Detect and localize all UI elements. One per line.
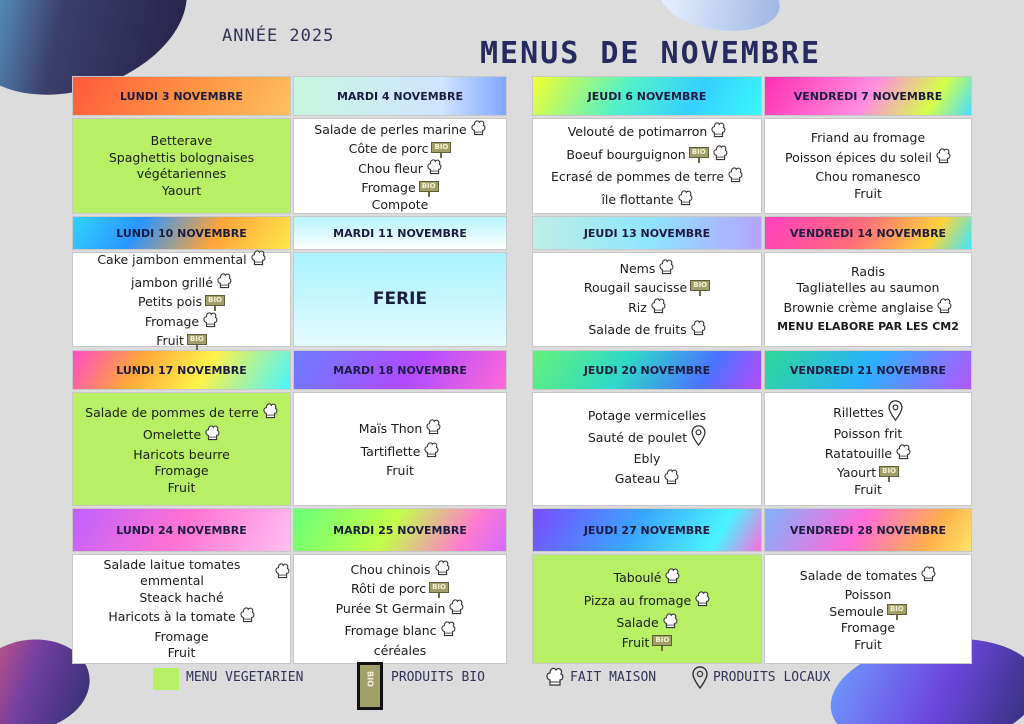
menu-item [168,480,196,497]
menu-item [361,441,440,464]
chef-hat-icon [203,311,218,334]
day-menu [532,392,762,506]
bio-label-icon [887,604,907,620]
menu-item-text: Radis [851,263,885,279]
menu-item-text: Steack haché [139,589,224,605]
chef-hat-icon [937,297,952,320]
menu-item [616,612,677,635]
bio-label-text: BIO [652,635,672,646]
menu-item-text: Yaourt [161,182,202,198]
menu-item [344,620,455,643]
menu-item [837,465,899,482]
menu-item-text: Tagliatelles au saumon [796,280,940,295]
legend-local-label: PRODUITS LOCAUX [713,670,831,685]
menu-item [829,604,906,621]
menu-item-text: Fromage [154,463,209,479]
menu-item-text: Purée St Germain [335,600,446,616]
menu-item-text: végétariennes [136,166,227,181]
day-header: LUNDI 17 NOVEMBRE [72,350,291,390]
menu-item-text: île flottante [601,191,674,207]
menu-item [143,424,220,447]
menu-item [845,587,892,604]
menu-item [359,418,442,441]
menu-item-text: Yaourt [836,465,877,481]
chef-hat-icon [424,441,439,464]
menu-item-text: Rougail saucisse [583,280,688,295]
menu-item [834,426,903,443]
menu-item-text: Rôti de porc [351,581,427,597]
menu-item-text: Salade laitue tomates emmental [103,556,241,588]
menu-item [825,443,911,466]
bio-label-icon [652,635,672,651]
menu-item-text: Cake jambon emmental [97,252,247,268]
day-menu [764,554,972,664]
bio-label-text: BIO [879,466,899,477]
menu-item [73,557,290,590]
menu-item [634,451,661,468]
menu-item-text: Salade de perles marine [314,121,467,137]
day-menu [293,392,507,506]
bio-label-text: BIO [690,280,710,291]
menu-item-text: Brownie crème anglaise [783,299,934,315]
chef-hat-icon [449,598,464,621]
menu-item-text: Gateau [614,470,661,486]
menu-item-text: Fromage [154,628,209,644]
menu-item [785,147,951,170]
day-header: VENDREDI 28 NOVEMBRE [764,508,972,552]
day-menu [293,554,507,664]
bio-label-text: BIO [205,295,225,306]
menu-item-text: Chou romanesco [815,169,921,184]
chef-hat-icon [217,272,232,295]
chef-hat-icon [896,443,911,466]
menu-item-text: Fruit [854,636,882,652]
menu-item [168,645,196,662]
bio-label-text: BIO [887,604,907,615]
menu-item [841,620,895,637]
menu-item [145,311,218,334]
menu-item [854,482,882,499]
chef-hat-icon [441,620,456,643]
menu-item [811,130,925,147]
menu-item-text: Fromage [361,180,416,196]
day-header: LUNDI 10 NOVEMBRE [72,216,291,250]
menu-item [109,150,254,167]
menu-item-text: Côte de porc [348,141,429,157]
menu-item [588,319,705,342]
menu-item [361,180,438,197]
menu-item-text: Fruit [386,463,414,479]
day-menu [293,252,507,347]
menu-item [566,144,727,167]
menu-item-text: Velouté de potimarron [567,124,708,139]
day-menu [72,118,291,214]
day-menu [293,118,507,214]
menu-item-text: Fromage [144,313,200,329]
legend-vegetarian-label: MENU VEGETARIEN [186,670,304,685]
menu-item-text: Ecrasé de pommes de terre [550,169,725,184]
location-pin-icon [888,400,903,427]
bio-label-icon [879,466,899,482]
chef-hat-icon [665,567,680,590]
day-header: LUNDI 24 NOVEMBRE [72,508,291,552]
location-pin-icon [692,666,708,694]
menu-item [137,166,227,183]
menu-item [784,297,953,320]
day-menu [764,252,972,347]
chef-hat-icon [251,249,266,272]
menu-item [386,463,414,480]
day-header: VENDREDI 21 NOVEMBRE [764,350,972,390]
menu-item [156,333,207,350]
menu-item-text: Spaghettis bolognaises [108,149,255,165]
bio-label-icon [429,582,449,598]
menu-item [374,643,426,660]
menu-item [628,297,666,320]
chef-hat-icon [275,562,290,585]
menu-item-text: Chou fleur [358,160,423,176]
day-header: MARDI 11 NOVEMBRE [293,216,507,250]
menu-item [800,565,936,588]
menu-item-text: Semoule [829,603,884,619]
menu-item-text: Maïs Thon [358,421,423,437]
menu-item [584,280,710,297]
menu-item [372,197,429,214]
chef-hat-icon [936,147,951,170]
holiday-label: FERIE [372,289,428,310]
menu-item-text: Fruit [156,333,184,349]
menu-item-text: Petits pois [137,294,203,310]
menu-item [854,186,882,203]
menu-item [139,590,223,607]
day-header: MARDI 25 NOVEMBRE [293,508,507,552]
day-menu [72,554,291,664]
day-header: MARDI 18 NOVEMBRE [293,350,507,390]
menu-item [797,280,940,297]
menu-item-text: Rillettes [833,404,884,420]
location-pin-icon [691,425,706,452]
bio-label-icon [689,147,709,163]
day-header: VENDREDI 14 NOVEMBRE [764,216,972,250]
menu-item [349,141,452,158]
day-header: JEUDI 6 NOVEMBRE [532,76,762,116]
menu-item [85,402,278,425]
menu-item-text: Salade [616,615,659,630]
menu-item [815,169,920,186]
menu-item [568,121,727,144]
menu-item [588,425,706,452]
menu-item-text: Fruit [167,479,196,495]
menu-item-text: MENU ELABORE PAR LES CM2 [777,320,959,333]
chef-hat-icon [728,166,743,189]
day-menu [764,118,972,214]
menu-item [108,606,254,629]
chef-hat-icon [921,565,936,588]
menu-item-text: Boeuf bourguignon [566,146,686,162]
legend-bio-label: PRODUITS BIO [391,670,485,685]
menu-item [601,189,692,212]
bio-label-icon [205,295,225,311]
page-title: MENUS DE NOVEMBRE [480,36,822,71]
menu-item-text: Haricots à la tomate [108,609,236,624]
menu-item [154,463,208,480]
chef-hat-icon [471,119,486,142]
chef-hat-icon [263,402,278,425]
menu-item-text: Ebly [633,451,661,466]
day-menu [764,392,972,506]
chef-hat-icon [678,189,693,212]
menu-item [614,567,681,590]
menu-item-text: Poisson épices du soleil [784,149,933,165]
menu-item-text: Fruit [854,481,882,497]
menu-item-text: Fruit [621,634,650,650]
menu-item-text: Haricots beurre [133,446,230,462]
menu-item [336,598,465,621]
chef-hat-icon [695,590,710,613]
year-label: ANNÉE 2025 [222,26,335,46]
day-header: MARDI 4 NOVEMBRE [293,76,507,116]
day-menu [532,118,762,214]
menu-item-text: Salade de fruits [588,322,687,337]
chef-hat-icon [651,297,666,320]
day-menu [532,554,762,664]
chef-hat-icon [205,424,220,447]
menu-item-text: Sauté de poulet [587,429,688,445]
menu-item-text: Taboulé [613,570,662,585]
menu-item [584,590,710,613]
bio-label-text: BIO [429,582,449,593]
chef-hat-icon [546,666,564,694]
menu-item [854,637,882,654]
menu-item-text: Pizza au fromage [583,592,692,608]
bio-label-icon [431,142,451,158]
bio-label-text: BIO [187,334,207,345]
chef-hat-icon [711,121,726,144]
menu-item-text: Fromage blanc [344,623,437,639]
menu-item-text: Betterave [150,133,213,148]
menu-item [314,119,485,142]
day-header: JEUDI 13 NOVEMBRE [532,216,762,250]
day-menu [72,392,291,506]
chef-hat-icon [427,158,442,181]
menu-item [154,629,208,646]
menu-item [851,264,885,281]
menu-item-text: Fromage [840,620,896,636]
day-header: JEUDI 20 NOVEMBRE [532,350,762,390]
menu-item-text: Nems [619,260,656,276]
menu-item-text: Fruit [854,185,882,201]
day-header: VENDREDI 7 NOVEMBRE [764,76,972,116]
bio-label-text: BIO [419,181,439,192]
menu-item [777,319,959,336]
bio-label-icon [690,280,710,296]
menu-item [615,468,680,491]
menu-item [97,249,265,272]
menu-item-text: Friand au fromage [810,130,926,145]
menu-item-text: jambon grillé [131,274,213,290]
menu-item [622,635,673,652]
menu-item-text: Poisson frit [833,426,903,442]
menu-item-text: Ratatouille [824,445,893,461]
chef-hat-icon [240,606,255,629]
bio-label-icon [187,334,207,350]
chef-hat-icon [659,258,674,281]
menu-item [358,158,442,181]
day-header: LUNDI 3 NOVEMBRE [72,76,291,116]
menu-item-text: Tartiflette [360,443,421,459]
menu-item [588,408,706,425]
menu-item-text: Salade de tomates [799,567,918,583]
bio-label-icon [419,181,439,197]
legend-vegetarian-swatch [153,668,179,690]
menu-item-text: Compote [371,196,429,212]
menu-item-text: Riz [628,299,647,315]
menu-item [131,272,232,295]
decorative-disc-top-right [656,0,783,38]
menu-item [620,258,675,281]
legend-bio-badge-text: BIO [365,671,375,687]
chef-hat-icon [426,418,441,441]
chef-hat-icon [691,319,706,342]
menu-item-text: Poisson [844,587,892,603]
bio-label-text: BIO [689,147,709,158]
chef-hat-icon [663,612,678,635]
day-menu [72,252,291,347]
menu-item-text: Fruit [167,645,196,660]
menu-item-text: Salade de pommes de terre [85,404,259,420]
menu-item [833,400,903,427]
menu-item [151,133,213,150]
menu-item-text: Potage vermicelles [587,408,707,423]
menu-item [138,294,225,311]
menu-item [350,559,449,582]
menu-item [351,581,449,598]
bio-label-text: BIO [431,142,451,153]
menu-item [162,183,201,200]
menu-item-text: céréales [373,642,427,658]
menu-item [133,447,230,464]
chef-hat-icon [435,559,450,582]
day-menu [532,252,762,347]
menu-item-text: Chou chinois [350,561,431,577]
legend-homemade-label: FAIT MAISON [570,670,657,685]
legend-bio-icon [357,662,383,710]
day-header: JEUDI 27 NOVEMBRE [532,508,762,552]
chef-hat-icon [664,468,679,491]
menu-item [551,166,743,189]
chef-hat-icon [713,144,728,167]
menu-item-text: Omelette [142,427,202,443]
